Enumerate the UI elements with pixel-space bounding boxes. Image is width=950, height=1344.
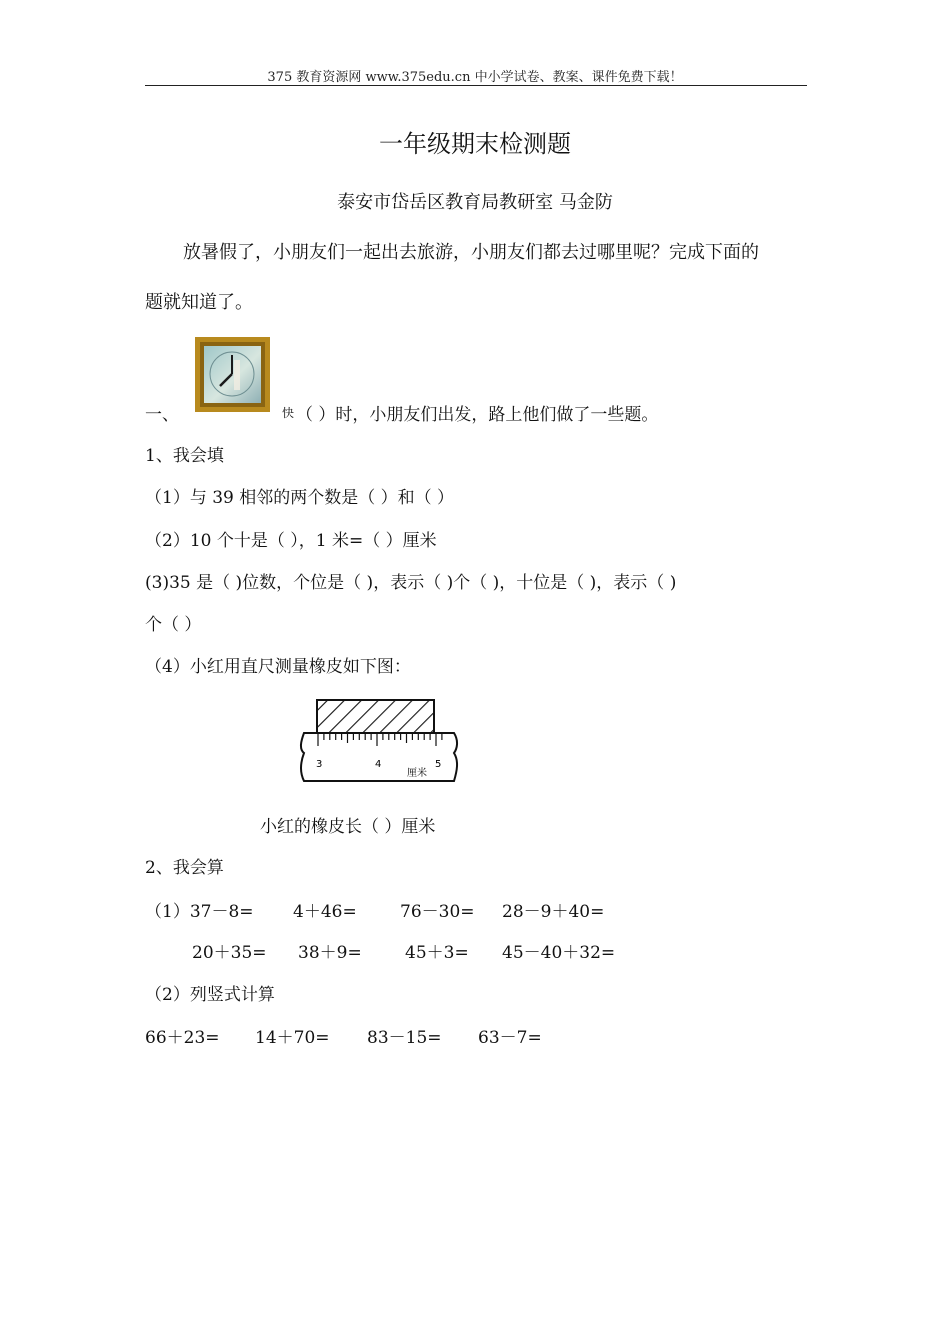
calc-row1-item3: 76－30= xyxy=(400,902,475,922)
intro-line-2: 题就知道了。 xyxy=(145,292,253,313)
calc-row3-item2: 14＋70= xyxy=(255,1028,330,1048)
q4-text: （4）小红用直尺测量橡皮如下图： xyxy=(145,657,411,677)
calc-row2-item3: 45＋3= xyxy=(405,943,469,963)
wall-clock-icon xyxy=(195,337,270,412)
ruler-label-3: 3 xyxy=(316,759,323,770)
page-title: 一年级期末检测题 xyxy=(379,130,571,158)
ruler-body xyxy=(301,733,457,781)
calc-row1-item2: 4＋46= xyxy=(293,902,357,922)
section1-prefix: 一、 xyxy=(145,405,179,425)
q2-text: （2）10 个十是（ ），1 米=（ ）厘米 xyxy=(145,531,437,551)
header-divider xyxy=(145,85,807,86)
site-header: 375 教育资源网 www.375edu.cn 中小学试卷、教案、课件免费下载！ xyxy=(267,70,683,85)
ruler-unit: 厘米 xyxy=(407,768,427,779)
q3-text-line2: 个（ ） xyxy=(145,615,202,635)
calc-row3-item1: 66＋23= xyxy=(145,1028,220,1048)
part2-heading: 2、我会算 xyxy=(145,858,224,878)
calc-row2-item1: 20＋35= xyxy=(192,943,267,963)
eraser-shape xyxy=(317,700,434,733)
vertical-calc-heading: （2）列竖式计算 xyxy=(145,985,275,1005)
q1-text: （1）与 39 相邻的两个数是（ ）和（ ） xyxy=(145,488,455,508)
intro-line-1: 放暑假了，小朋友们一起出去旅游，小朋友们都去过哪里呢？完成下面的 xyxy=(183,242,759,263)
calc-row3-item4: 63－7= xyxy=(478,1028,542,1048)
section1-question: （ ）时，小朋友们出发，路上他们做了一些题。 xyxy=(296,405,659,425)
author-line: 泰安市岱岳区教育局教研室 马金防 xyxy=(337,192,613,213)
ruler-answer: 小红的橡皮长（ ）厘米 xyxy=(260,817,436,837)
ruler-diagram xyxy=(296,697,464,789)
calc-row2-item4: 45－40＋32= xyxy=(502,943,616,963)
ruler-label-4: 4 xyxy=(375,759,382,770)
calc-row3-item3: 83－15= xyxy=(367,1028,442,1048)
calc-row1-item1: （1）37－8= xyxy=(145,902,254,922)
calc-row1-item4: 28－9＋40= xyxy=(502,902,605,922)
calc-row2-item2: 38＋9= xyxy=(298,943,362,963)
part1-heading: 1、我会填 xyxy=(145,446,224,466)
ruler-label-5: 5 xyxy=(435,759,442,770)
q3-text-line1: (3)35 是（ )位数，个位是（ )，表示（ )个（ )，十位是（ )，表示（ ) xyxy=(145,573,677,593)
section1-small-text: 快 xyxy=(282,406,295,420)
